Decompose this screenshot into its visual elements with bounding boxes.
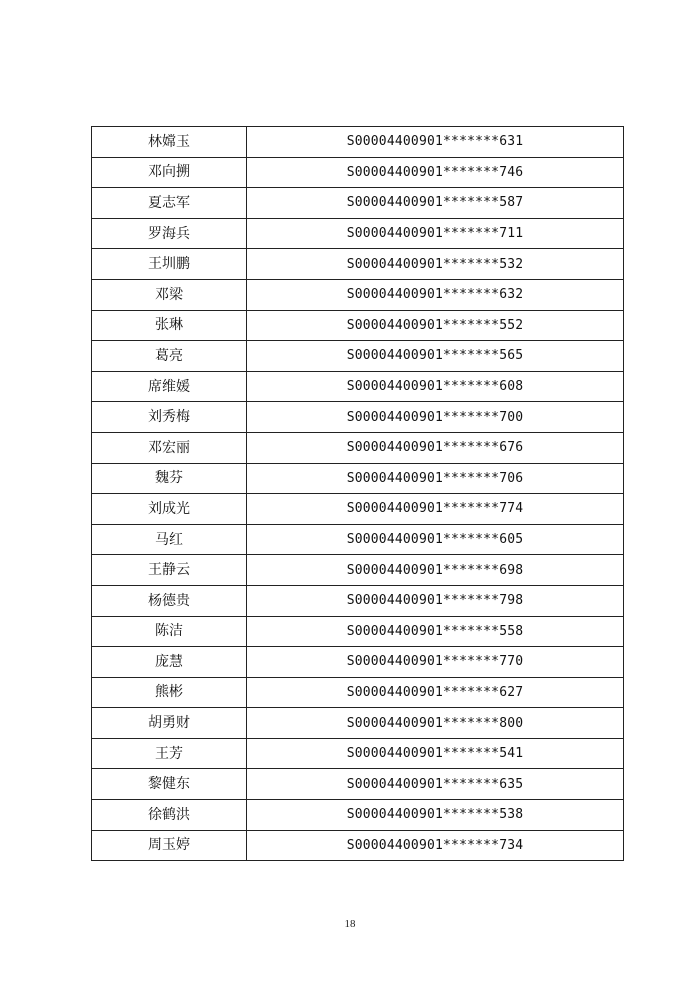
table-row: [92, 127, 624, 158]
name-cell: 刘成光: [92, 494, 247, 525]
id-cell: S00004400901*******552: [247, 310, 624, 341]
name-cell: 邓宏丽: [92, 432, 247, 463]
table-row: [92, 616, 624, 647]
name-cell: 马红: [92, 524, 247, 555]
table-row: [92, 157, 624, 188]
name-cell: 熊彬: [92, 677, 247, 708]
table-row: [92, 249, 624, 280]
record-table: [91, 126, 624, 861]
id-cell: S00004400901*******558: [247, 616, 624, 647]
table-row: [92, 830, 624, 861]
table-row: [92, 585, 624, 616]
id-cell: S00004400901*******800: [247, 708, 624, 739]
table-row: [92, 432, 624, 463]
name-cell: 夏志军: [92, 188, 247, 219]
name-cell: 王圳鹏: [92, 249, 247, 280]
id-cell: S00004400901*******635: [247, 769, 624, 800]
name-cell: 刘秀梅: [92, 402, 247, 433]
table-row: [92, 800, 624, 831]
name-cell: 林嫦玉: [92, 127, 247, 158]
name-cell: 黎健东: [92, 769, 247, 800]
name-cell: 张琳: [92, 310, 247, 341]
name-cell: 王静云: [92, 555, 247, 586]
name-cell: 邓向搠: [92, 157, 247, 188]
id-cell: S00004400901*******774: [247, 494, 624, 525]
name-cell: 罗海兵: [92, 218, 247, 249]
id-cell: S00004400901*******565: [247, 341, 624, 372]
id-cell: S00004400901*******605: [247, 524, 624, 555]
id-cell: S00004400901*******700: [247, 402, 624, 433]
id-cell: S00004400901*******532: [247, 249, 624, 280]
id-cell: S00004400901*******711: [247, 218, 624, 249]
id-cell: S00004400901*******676: [247, 432, 624, 463]
id-cell: S00004400901*******706: [247, 463, 624, 494]
id-cell: S00004400901*******587: [247, 188, 624, 219]
id-cell: S00004400901*******541: [247, 738, 624, 769]
table-row: [92, 188, 624, 219]
name-cell: 魏芬: [92, 463, 247, 494]
table-row: [92, 310, 624, 341]
record-table-body: [92, 127, 624, 861]
table-row: [92, 708, 624, 739]
id-cell: S00004400901*******631: [247, 127, 624, 158]
id-cell: S00004400901*******632: [247, 279, 624, 310]
table-row: [92, 769, 624, 800]
name-cell: 庞慧: [92, 647, 247, 678]
name-cell: 邓梁: [92, 279, 247, 310]
table-row: [92, 677, 624, 708]
name-cell: 葛亮: [92, 341, 247, 372]
name-cell: 胡勇财: [92, 708, 247, 739]
name-cell: 杨德贵: [92, 585, 247, 616]
table-row: [92, 647, 624, 678]
name-cell: 王芳: [92, 738, 247, 769]
name-cell: 陈洁: [92, 616, 247, 647]
table-row: [92, 279, 624, 310]
table-row: [92, 738, 624, 769]
table-row: [92, 524, 624, 555]
id-cell: S00004400901*******746: [247, 157, 624, 188]
id-cell: S00004400901*******734: [247, 830, 624, 861]
id-cell: S00004400901*******627: [247, 677, 624, 708]
id-cell: S00004400901*******698: [247, 555, 624, 586]
name-cell: 周玉婷: [92, 830, 247, 861]
id-cell: S00004400901*******798: [247, 585, 624, 616]
table-row: [92, 402, 624, 433]
id-cell: S00004400901*******608: [247, 371, 624, 402]
table-row: [92, 463, 624, 494]
name-cell: 徐鹤洪: [92, 800, 247, 831]
id-cell: S00004400901*******770: [247, 647, 624, 678]
name-cell: 席维媛: [92, 371, 247, 402]
table-row: [92, 218, 624, 249]
table-row: [92, 341, 624, 372]
table-row: [92, 371, 624, 402]
table-row: [92, 494, 624, 525]
page-number: 18: [344, 918, 356, 930]
id-cell: S00004400901*******538: [247, 800, 624, 831]
table-row: [92, 555, 624, 586]
